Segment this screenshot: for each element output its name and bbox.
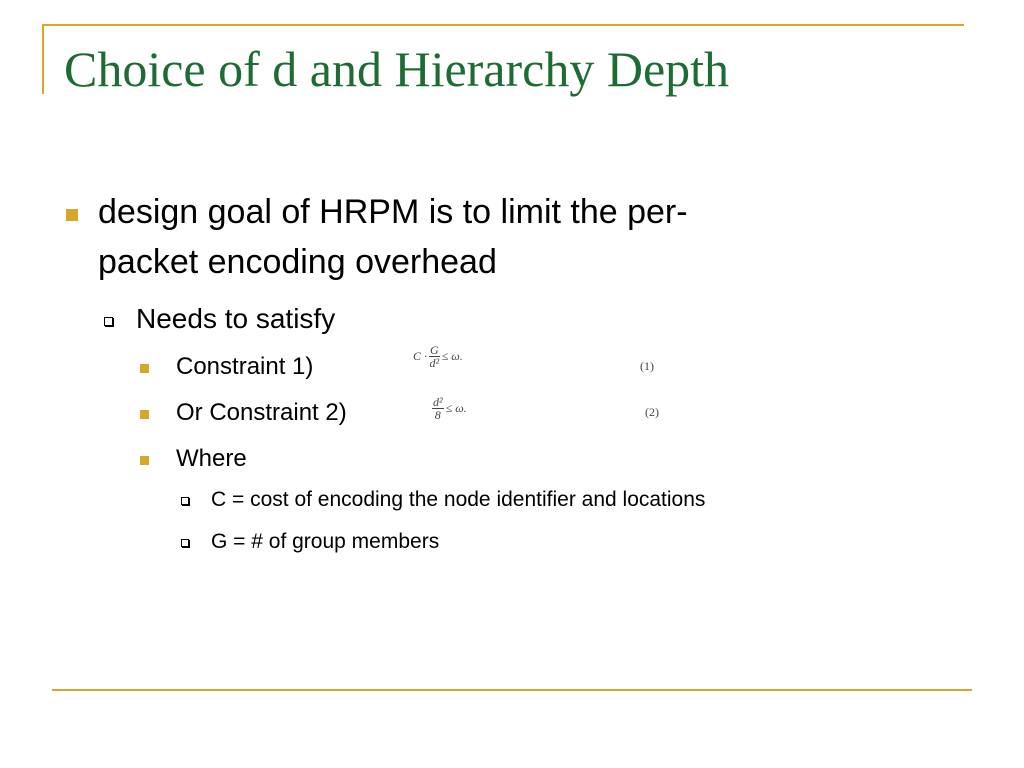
bullet-square-icon	[140, 410, 149, 419]
formula-1-suffix: ≤ ω.	[441, 349, 463, 363]
formula-2-fraction	[432, 396, 444, 421]
constraint-1-label: Constraint 1)	[176, 353, 314, 380]
definition-c: C = cost of encoding the node identifier and locations	[211, 488, 706, 511]
formula-2-numerator: d²	[433, 395, 443, 409]
where-label: Where	[176, 445, 247, 472]
constraint-1-formula	[413, 344, 463, 369]
definition-g: G = # of group members	[211, 530, 440, 553]
equation-number-1: (1)	[640, 359, 654, 373]
equation-number-2: (2)	[645, 405, 659, 419]
footer-divider-line	[52, 689, 972, 691]
formula-1-prefix: C ·	[413, 349, 428, 363]
top-frame-line	[42, 24, 964, 26]
main-bullet-line-1: design goal of HRPM is to limit the per-	[98, 193, 688, 231]
needs-to-satisfy-text: Needs to satisfy	[136, 303, 336, 334]
constraint-2-formula	[430, 396, 467, 421]
hollow-square-bullet-icon	[104, 317, 113, 326]
hollow-square-bullet-icon	[181, 539, 189, 547]
main-bullet-line-2: packet encoding overhead	[98, 243, 497, 281]
bullet-square-icon	[66, 209, 78, 221]
formula-2-suffix: ≤ ω.	[445, 401, 467, 415]
bullet-square-icon	[140, 364, 149, 373]
slide-title: Choice of d and Hierarchy Depth	[64, 41, 730, 97]
bullet-square-icon	[140, 456, 149, 465]
formula-1-numerator: G	[430, 343, 439, 357]
hollow-square-bullet-icon	[181, 497, 189, 505]
left-frame-line	[42, 24, 44, 94]
formula-1-denominator: d²	[429, 356, 440, 370]
formula-1-fraction	[429, 344, 440, 369]
constraint-2-label: Or Constraint 2)	[176, 399, 347, 426]
formula-2-denominator: 8	[434, 408, 441, 422]
